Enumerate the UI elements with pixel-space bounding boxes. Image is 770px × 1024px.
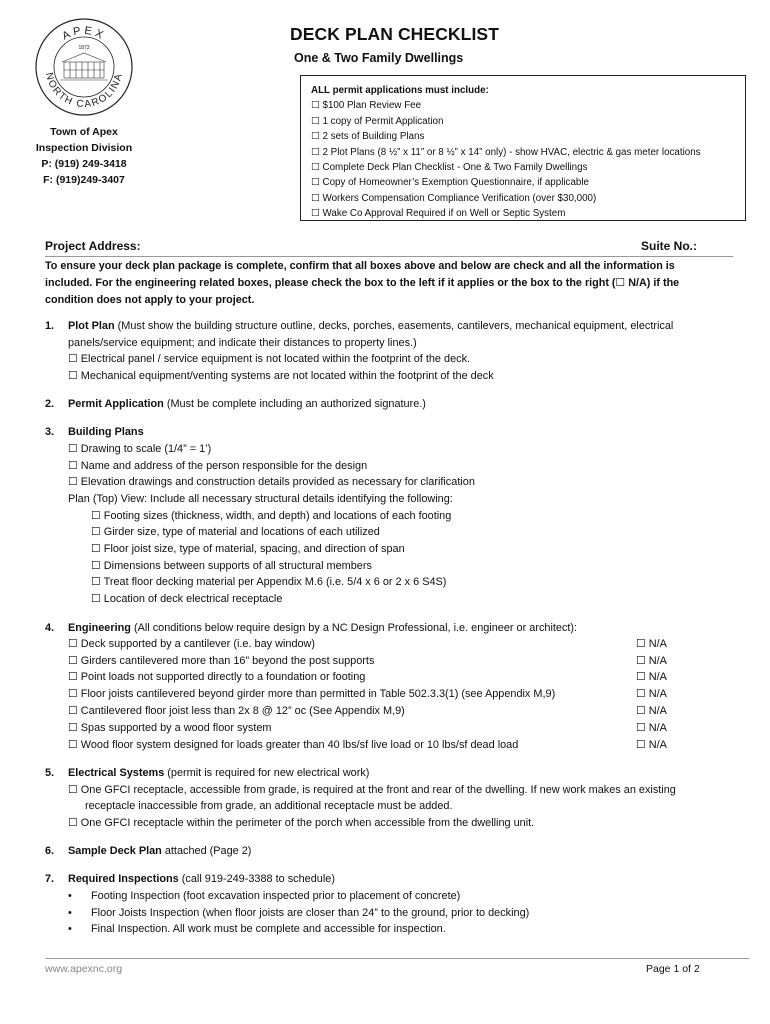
section-number: 4. (45, 622, 55, 634)
checkbox-item[interactable]: ☐ Deck supported by a cantilever (i.e. bay window) (68, 638, 316, 650)
section-number: 1. (45, 320, 55, 332)
checkbox-item[interactable]: ☐ One GFCI receptacle, accessible from grade, is required at the front and rear of the dwelling. If new work makes an existing (68, 784, 676, 796)
checkbox-subitem[interactable]: ☐ Floor joist size, type of material, spacing, and direction of span (91, 543, 405, 555)
checkbox-item[interactable]: ☐ Name and address of the person responsible for the design (68, 460, 368, 472)
section-title: Sample Deck Plan (68, 845, 162, 857)
section-number: 5. (45, 767, 55, 779)
suite-number-label[interactable]: Suite No.: (641, 239, 697, 253)
permit-item[interactable]: ☐ Complete Deck Plan Checklist - One & Two Family Dwellings (311, 162, 588, 174)
checkbox-item-cont: receptacle inaccessible from grade, an additional receptacle must be added. (85, 800, 453, 812)
checkbox-item[interactable]: ☐ Point loads not supported directly to a foundation or footing (68, 671, 366, 683)
seal-top-text: APEX (60, 24, 108, 43)
section-plot-plan (68, 318, 673, 335)
phone-number: P: (919) 249-3418 (41, 158, 127, 170)
intro-line: included. For the engineering related boxes, please check the box to the left if it applies or the box to the right (☐ N/A) if the (45, 277, 680, 289)
document-title: DECK PLAN CHECKLIST (290, 24, 499, 44)
section-title: Permit Application (68, 398, 164, 410)
permit-item[interactable]: ☐ 1 copy of Permit Application (311, 115, 444, 127)
section-number: 7. (45, 873, 55, 885)
permit-heading: ALL permit applications must include: (311, 85, 489, 96)
na-checkbox[interactable]: ☐ N/A (636, 722, 667, 734)
checkbox-item[interactable]: ☐ Floor joists cantilevered beyond girder more than permitted in Table 502.3.3(1) (see Appendix M,9) (68, 688, 556, 700)
checkbox-item[interactable]: ☐ Elevation drawings and construction details provided as necessary for clarification (68, 476, 475, 488)
intro-line: condition does not apply to your project. (45, 294, 255, 306)
website-link[interactable]: www.apexnc.org (45, 963, 123, 975)
section-number: 2. (45, 398, 55, 410)
section-title: Electrical Systems (68, 767, 165, 779)
section-desc: (permit is required for new electrical work) (164, 767, 370, 779)
footer-divider (45, 958, 749, 959)
plan-view-note: Plan (Top) View: Include all necessary structural details identifying the following: (68, 493, 453, 505)
permit-item[interactable]: ☐ 2 Plot Plans (8 ½” x 11” or 8 ½” x 14” only) - show HVAC, electric & gas meter locations (311, 146, 701, 158)
section-title: Building Plans (68, 426, 144, 438)
section-desc: (call 919-249-3388 to schedule) (178, 873, 335, 885)
bullet-icon: • (68, 923, 72, 935)
na-checkbox[interactable]: ☐ N/A (636, 705, 667, 717)
page-number: Page 1 of 2 (646, 963, 700, 975)
permit-item[interactable]: ☐ Copy of Homeowner’s Exemption Questionnaire, if applicable (311, 177, 589, 189)
checkbox-subitem[interactable]: ☐ Treat floor decking material per Appendix M.6 (i.e. 5/4 x 6 or 2 x 6 S4S) (91, 576, 447, 588)
division-name: Inspection Division (35, 142, 133, 154)
checkbox-item[interactable]: ☐ Mechanical equipment/venting systems are not located within the footprint of the deck (68, 370, 494, 382)
bullet-item: Final Inspection. All work must be complete and accessible for inspection. (91, 923, 446, 935)
section-desc: (All conditions below require design by a NC Design Professional, i.e. engineer or architect): (130, 622, 578, 634)
section-permit-application (68, 396, 426, 413)
checkbox-subitem[interactable]: ☐ Dimensions between supports of all structural members (91, 560, 372, 572)
section-desc: attached (Page 2) (161, 845, 252, 857)
section-title: Engineering (68, 622, 131, 634)
section-number: 6. (45, 845, 55, 857)
project-address-label[interactable]: Project Address: (45, 239, 141, 253)
section-desc: (Must show the building structure outline, decks, porches, easements, cantilevers, mechanical equipment, electrical (114, 320, 674, 332)
checkbox-subitem[interactable]: ☐ Location of deck electrical receptacle (91, 593, 283, 605)
na-checkbox[interactable]: ☐ N/A (636, 671, 667, 683)
permit-item[interactable]: ☐ 2 sets of Building Plans (311, 131, 425, 143)
checkbox-subitem[interactable]: ☐ Footing sizes (thickness, width, and depth) and locations of each footing (91, 510, 452, 522)
checkbox-item[interactable]: ☐ Drawing to scale (1/4” = 1’) (68, 443, 212, 455)
bullet-item: Floor Joists Inspection (when floor joists are closer than 24” to the ground, prior to decking) (91, 907, 530, 919)
na-checkbox[interactable]: ☐ N/A (636, 739, 667, 751)
bullet-icon: • (68, 890, 72, 902)
section-electrical (68, 765, 369, 782)
intro-line: To ensure your deck plan package is complete, confirm that all boxes above and below are check and all the information is (45, 260, 675, 272)
na-checkbox[interactable]: ☐ N/A (636, 638, 667, 650)
checkbox-item[interactable]: ☐ One GFCI receptacle within the perimeter of the porch when accessible from the dwelling unit. (68, 817, 535, 829)
checkbox-item[interactable]: ☐ Electrical panel / service equipment is not located within the footprint of the deck. (68, 353, 471, 365)
seal-year: 1873 (78, 45, 90, 51)
checkbox-item[interactable]: ☐ Spas supported by a wood floor system (68, 722, 272, 734)
na-checkbox[interactable]: ☐ N/A (636, 655, 667, 667)
seal-bottom-text: NORTH CAROLINA (43, 71, 125, 111)
section-sample-plan (68, 843, 251, 860)
checkbox-item[interactable]: ☐ Girders cantilevered more than 16” beyond the post supports (68, 655, 375, 667)
town-name: Town of Apex (50, 126, 118, 138)
section-number: 3. (45, 426, 55, 438)
permit-item[interactable]: ☐ Wake Co Approval Required if on Well or Septic System (311, 208, 566, 220)
document-subtitle: One & Two Family Dwellings (294, 51, 464, 65)
checkbox-subitem[interactable]: ☐ Girder size, type of material and locations of each utilized (91, 526, 380, 538)
checkbox-item[interactable]: ☐ Cantilevered floor joist less than 2x 8 @ 12” oc (See Appendix M,9) (68, 705, 405, 717)
section-title: Plot Plan (68, 320, 115, 332)
section-engineering (68, 620, 577, 637)
section-desc-cont: panels/service equipment; and indicate their distances to property lines.) (68, 337, 417, 349)
fax-number: F: (919)249-3407 (43, 174, 125, 186)
section-desc: (Must be complete including an authorized signature.) (163, 398, 426, 410)
permit-item[interactable]: ☐ Workers Compensation Compliance Verification (over $30,000) (311, 192, 597, 204)
na-checkbox[interactable]: ☐ N/A (636, 688, 667, 700)
checkbox-item[interactable]: ☐ Wood floor system designed for loads greater than 40 lbs/sf live load or 10 lbs/sf dead load (68, 739, 519, 751)
section-inspections (68, 871, 335, 888)
permit-item[interactable]: ☐ $100 Plan Review Fee (311, 100, 422, 112)
bullet-icon: • (68, 907, 72, 919)
bullet-item: Footing Inspection (foot excavation inspected prior to placement of concrete) (91, 890, 461, 902)
section-title: Required Inspections (68, 873, 179, 885)
